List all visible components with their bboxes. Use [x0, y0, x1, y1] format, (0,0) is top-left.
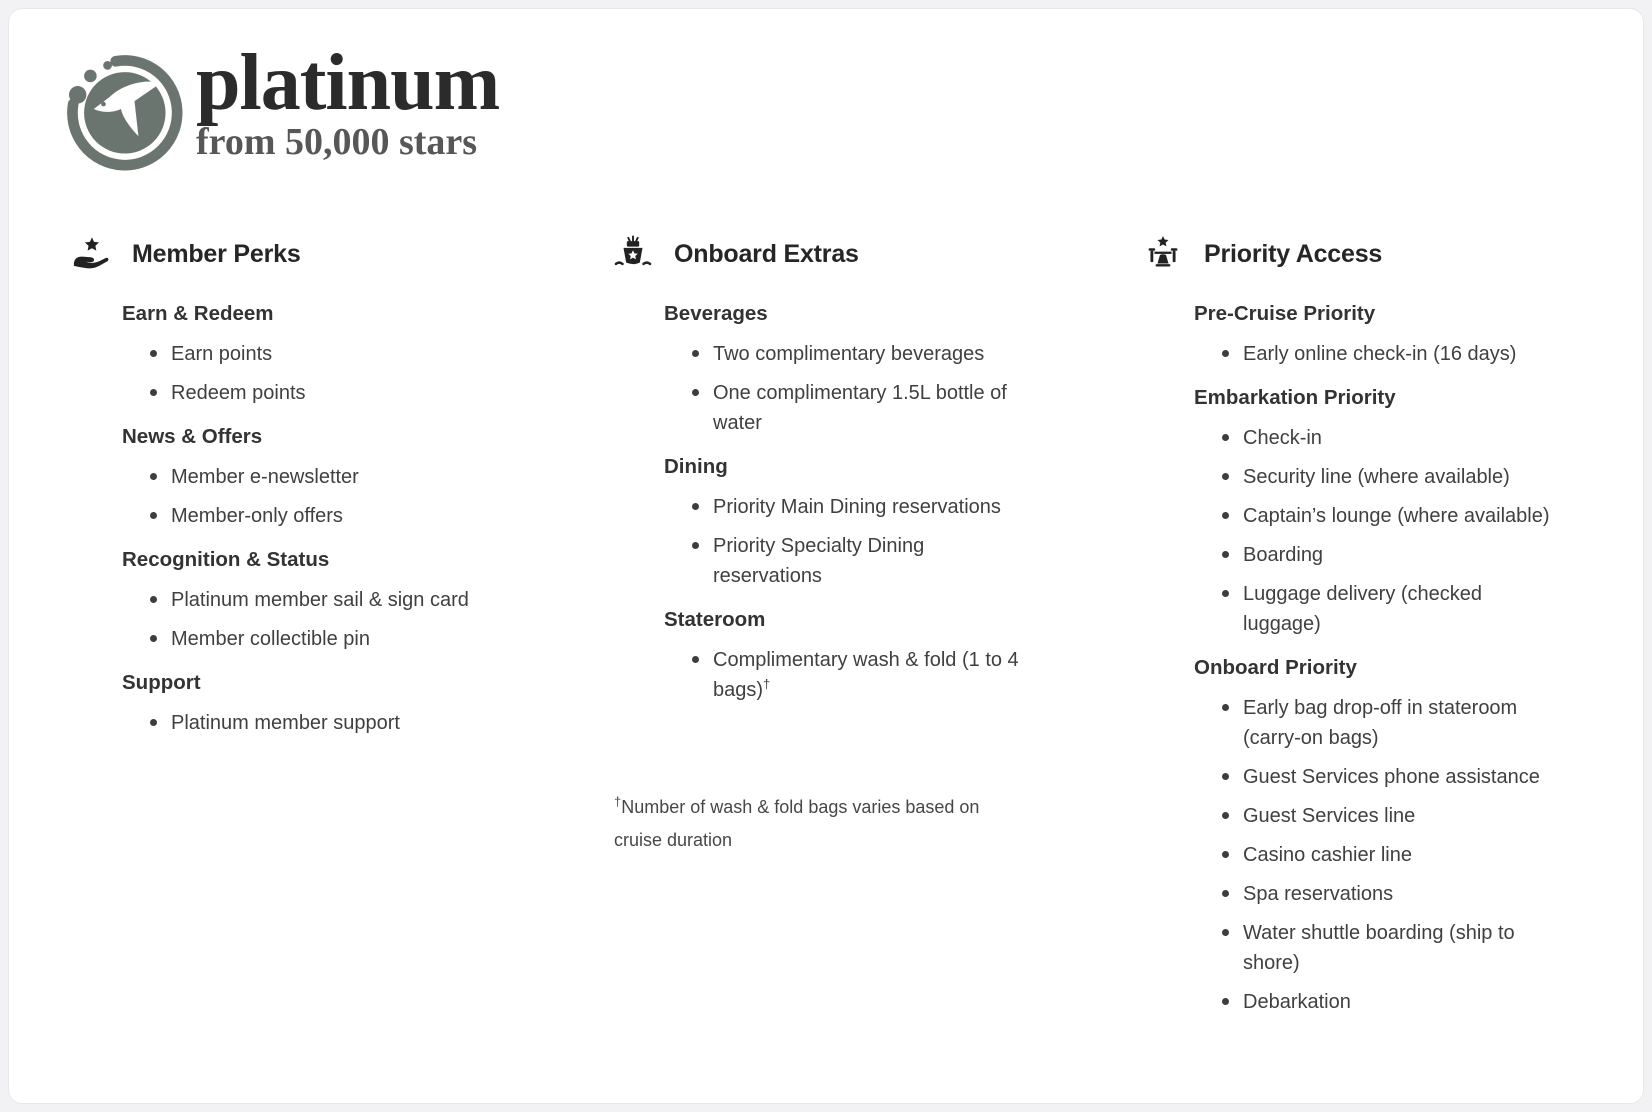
section-heading: Earn & Redeem [122, 302, 274, 325]
perk-item: Member-only offers [150, 501, 488, 531]
perk-item: Redeem points [150, 378, 488, 408]
section-heading: Stateroom [664, 608, 766, 631]
perk-item: Debarkation [1222, 987, 1560, 1017]
perk-item: Casino cashier line [1222, 840, 1560, 870]
perk-list [664, 339, 1144, 438]
perk-item: Early online check-in (16 days) [1222, 339, 1560, 369]
perk-item: Security line (where available) [1222, 462, 1560, 492]
column-priority-access [1144, 235, 1613, 1026]
perk-item: Two complimentary beverages [692, 339, 1030, 369]
perk-item: Member collectible pin [150, 624, 488, 654]
perk-item: Earn points [150, 339, 488, 369]
column-header [1144, 235, 1613, 273]
column-member-perks [72, 235, 614, 1026]
column-title: Member Perks [132, 239, 301, 268]
section-heading: Pre-Cruise Priority [1194, 302, 1376, 325]
perk-item: Early bag drop-off in stateroom (carry-on bags) [1222, 693, 1560, 753]
perk-item: Complimentary wash & fold (1 to 4 bags)† [692, 645, 1030, 705]
perk-item: Platinum member support [150, 708, 488, 738]
benefit-columns [9, 235, 1643, 1026]
section-heading: Support [122, 671, 201, 694]
footnote: †Number of wash & fold bags varies based on cruise duration [614, 794, 980, 850]
perk-list [664, 492, 1144, 591]
perk-item: Priority Specialty Dining reservations [692, 531, 1030, 591]
perk-list [1194, 693, 1613, 1017]
perk-item: Water shuttle boarding (ship to shore) [1222, 918, 1560, 978]
perk-item: Guest Services line [1222, 801, 1560, 831]
tier-name: platinum [196, 39, 500, 127]
column-header [72, 235, 614, 273]
section-heading: Onboard Priority [1194, 656, 1357, 679]
perk-list [122, 585, 614, 654]
perk-list [122, 462, 614, 531]
perk-item: Guest Services phone assistance [1222, 762, 1560, 792]
column-title: Priority Access [1204, 239, 1383, 268]
column-sections [122, 299, 614, 738]
brand-text [196, 39, 500, 163]
perk-item: Priority Main Dining reservations [692, 492, 1030, 522]
column-sections [664, 299, 1144, 705]
platinum-tier-card [8, 8, 1644, 1104]
column-header [614, 235, 1144, 273]
perk-item: One complimentary 1.5L bottle of water [692, 378, 1030, 438]
perk-item: Platinum member sail & sign card [150, 585, 488, 615]
section-heading: Beverages [664, 302, 768, 325]
seabird-badge-logo-icon [55, 43, 183, 171]
perk-item: Luggage delivery (checked luggage) [1222, 579, 1560, 639]
perk-item: Boarding [1222, 540, 1560, 570]
perk-item: Captain’s lounge (where available) [1222, 501, 1560, 531]
ship-star-icon [614, 235, 652, 273]
column-sections [1194, 299, 1613, 1017]
perk-list [664, 645, 1144, 705]
column-onboard-extras [614, 235, 1144, 1026]
perk-item: Member e-newsletter [150, 462, 488, 492]
perk-list [1194, 339, 1613, 369]
column-title: Onboard Extras [674, 239, 859, 268]
priority-podium-star-icon [1144, 235, 1182, 273]
perk-list [122, 339, 614, 408]
tier-subtitle: from 50,000 stars [196, 121, 478, 163]
hand-holding-star-icon [72, 235, 110, 273]
section-heading: Recognition & Status [122, 548, 330, 571]
perk-list [122, 708, 614, 738]
perk-item: Check-in [1222, 423, 1560, 453]
perk-list [1194, 423, 1613, 639]
section-heading: News & Offers [122, 425, 263, 448]
section-heading: Embarkation Priority [1194, 386, 1396, 409]
section-heading: Dining [664, 455, 728, 478]
perk-item: Spa reservations [1222, 879, 1560, 909]
brand-header [9, 9, 1643, 169]
